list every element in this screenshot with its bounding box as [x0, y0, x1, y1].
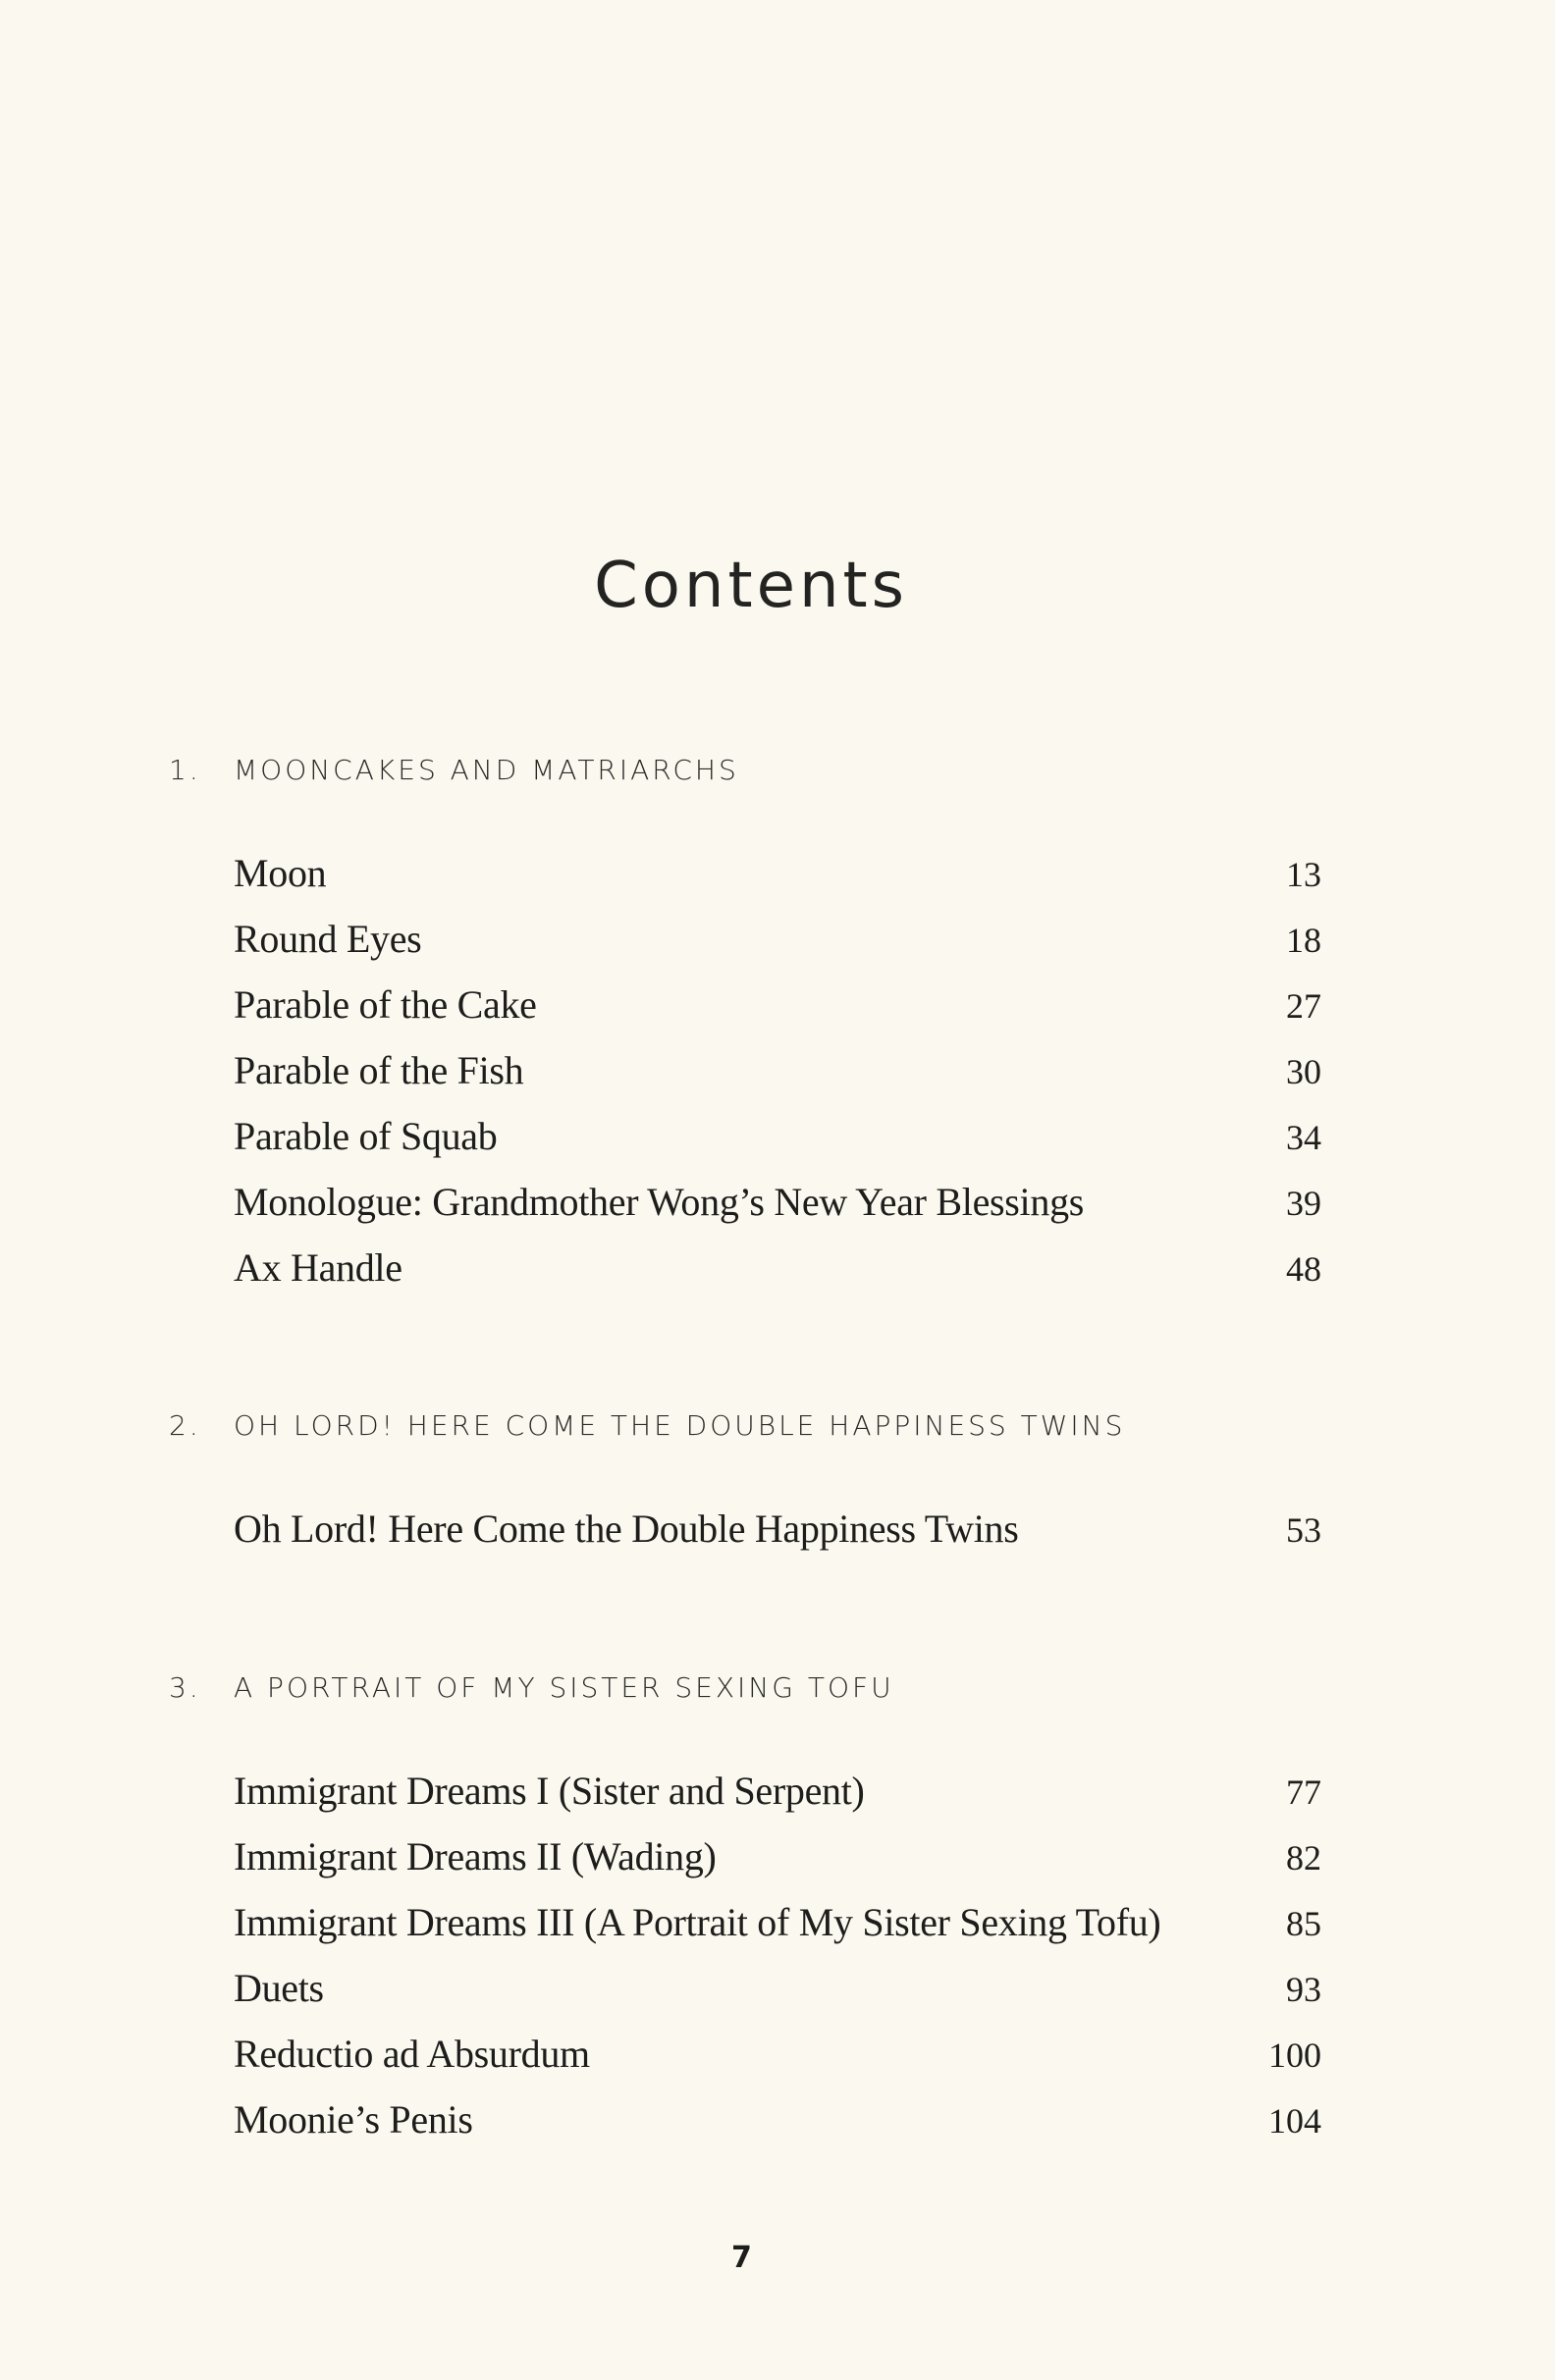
- entry-page-number: 100: [1268, 2036, 1321, 2075]
- entry-title: Reductio ad Absurdum: [234, 2032, 590, 2076]
- section-number: 3.: [169, 1671, 201, 1704]
- toc-entry: [0, 2031, 1555, 2096]
- entry-page-number: 13: [1286, 855, 1321, 894]
- entry-title: Round Eyes: [234, 917, 422, 961]
- entry-title: Parable of the Cake: [234, 982, 537, 1027]
- section-heading: [0, 1409, 1555, 1449]
- entry-title: Immigrant Dreams III (A Portrait of My Sister Sexing Tofu): [234, 1900, 1161, 1944]
- toc-entry: [0, 1833, 1555, 1899]
- toc-entry: [0, 1506, 1555, 1571]
- entry-page-number: 93: [1286, 1970, 1321, 2009]
- entry-title: Parable of Squab: [234, 1114, 498, 1158]
- entry-title: Immigrant Dreams II (Wading): [234, 1834, 717, 1878]
- entry-page-number: 85: [1286, 1904, 1321, 1943]
- section-2: [0, 1409, 1555, 1571]
- entry-title: Parable of the Fish: [234, 1048, 524, 1092]
- entry-list: [0, 1768, 1555, 2162]
- section-number: 1.: [169, 754, 201, 786]
- entry-page-number: 82: [1286, 1838, 1321, 1878]
- entry-title: Oh Lord! Here Come the Double Happiness Twins: [234, 1507, 1019, 1551]
- entry-page-number: 18: [1286, 921, 1321, 960]
- entry-page-number: 27: [1286, 986, 1321, 1026]
- entry-title: Ax Handle: [234, 1245, 402, 1290]
- entry-page-number: 30: [1286, 1052, 1321, 1091]
- section-title: OH LORD! HERE COME THE DOUBLE HAPPINESS TWINS: [234, 1409, 1126, 1442]
- section-1: [0, 754, 1555, 1310]
- entry-page-number: 48: [1286, 1249, 1321, 1289]
- toc-entry: [0, 1113, 1555, 1179]
- section-title: MOONCAKES AND MATRIARCHS: [234, 754, 739, 786]
- entry-page-number: 39: [1286, 1184, 1321, 1223]
- entry-title: Monologue: Grandmother Wong’s New Year Blessings: [234, 1180, 1085, 1224]
- section-heading: [0, 754, 1555, 793]
- entry-title: Moonie’s Penis: [234, 2097, 473, 2142]
- section-3: [0, 1671, 1555, 2162]
- toc-entry: [0, 1965, 1555, 2031]
- entry-page-number: 34: [1286, 1118, 1321, 1157]
- toc-entry: [0, 850, 1555, 916]
- entry-list: [0, 1506, 1555, 1571]
- toc-entry: [0, 1244, 1555, 1310]
- page-number: 7: [731, 2241, 752, 2275]
- toc-entry: [0, 1899, 1555, 1965]
- entry-title: Moon: [234, 851, 327, 895]
- toc-entry: [0, 981, 1555, 1047]
- page-title: Contents: [594, 550, 908, 622]
- entry-title: Immigrant Dreams I (Sister and Serpent): [234, 1769, 865, 1813]
- entry-page-number: 53: [1286, 1510, 1321, 1550]
- entry-title: Duets: [234, 1966, 324, 2010]
- section-number: 2.: [169, 1409, 201, 1442]
- toc-entry: [0, 1047, 1555, 1113]
- entry-list: [0, 850, 1555, 1310]
- toc-entry: [0, 1768, 1555, 1833]
- toc-entry: [0, 2096, 1555, 2162]
- entry-page-number: 77: [1286, 1772, 1321, 1812]
- section-title: A PORTRAIT OF MY SISTER SEXING TOFU: [234, 1671, 894, 1704]
- section-heading: [0, 1671, 1555, 1711]
- toc-entry: [0, 1179, 1555, 1244]
- entry-page-number: 104: [1268, 2101, 1321, 2141]
- toc-entry: [0, 916, 1555, 981]
